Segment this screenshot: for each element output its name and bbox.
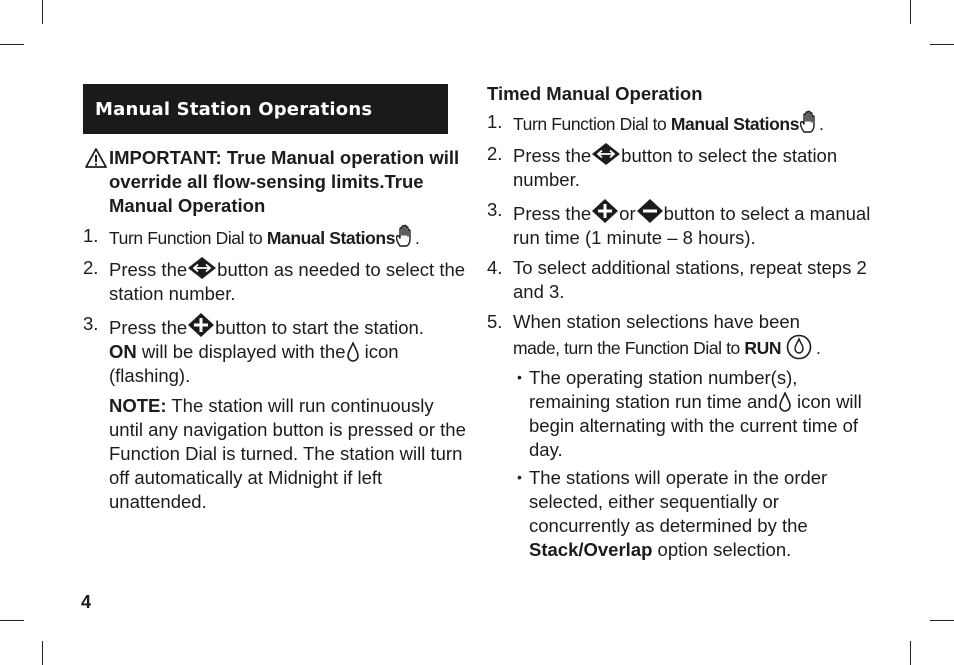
step-number: 2.	[487, 143, 503, 164]
important-text: IMPORTANT: True Manual operation will override all flow-sensing limits.True Manual Operation	[109, 147, 460, 216]
list-item	[83, 224, 468, 250]
warning-triangle-icon	[85, 148, 107, 168]
list-item	[487, 110, 882, 136]
stack-overlap-label: Stack/Overlap	[529, 539, 653, 560]
step-number: 5.	[487, 311, 503, 332]
step-number: 4.	[487, 257, 503, 278]
right-column	[487, 82, 882, 568]
step-number: 2.	[83, 257, 99, 278]
manual-stations-label: Manual Stations	[266, 228, 396, 248]
manual-stations-label: Manual Stations	[670, 114, 800, 134]
water-drop-icon	[778, 392, 792, 412]
hand-icon	[395, 224, 415, 248]
on-label: ON	[109, 341, 137, 362]
plus-button-icon	[187, 312, 215, 338]
hand-icon	[799, 110, 819, 134]
step-text: Press the button to select the station number.	[513, 145, 837, 190]
crop-mark	[910, 0, 911, 24]
water-drop-icon	[346, 342, 360, 362]
step-text: Turn Function Dial to Manual Stations .	[513, 114, 824, 134]
crop-mark	[930, 44, 954, 45]
step-text: To select additional stations, repeat steps 2 and 3.	[513, 257, 867, 302]
crop-mark	[910, 641, 911, 665]
list-item	[487, 310, 882, 562]
step-text: Press the button to start the station. ON will be displayed with the icon (flashing).	[109, 312, 468, 388]
important-notice	[83, 146, 468, 218]
left-column	[83, 146, 468, 520]
minus-button-icon	[636, 198, 664, 224]
step-number: 1.	[83, 225, 99, 246]
step-number: 3.	[487, 199, 503, 220]
list-item	[487, 256, 882, 304]
list-item	[487, 142, 882, 192]
crop-mark	[42, 0, 43, 24]
step-text: Press the button as needed to select the station number.	[109, 259, 465, 304]
note-text: NOTE: The station will run continuously until any navigation button is pressed or the Function Dial is turned. The station will turn off automatically at Midnight if left unattended.	[109, 395, 466, 512]
list-item	[487, 198, 882, 250]
step-text: When station selections have been made, turn the Function Dial to RUN .	[513, 311, 821, 358]
crop-mark	[0, 44, 24, 45]
list-item: • The stations will operate in the order selected, either sequentially or concurrently as determined by the Stack/Overlap option selection.	[517, 467, 828, 560]
timed-manual-heading: Timed Manual Operation	[487, 83, 703, 104]
left-right-arrow-button-icon	[187, 256, 217, 280]
step-text: Press the or button to select a manual run time (1 minute – 8 hours).	[513, 203, 870, 248]
run-drop-circle-icon	[786, 334, 812, 360]
page-number: 4	[81, 592, 92, 612]
manual-steps	[83, 224, 468, 514]
step-number: 1.	[487, 111, 503, 132]
step-text: Turn Function Dial to Manual Stations .	[109, 228, 420, 248]
list-item	[83, 256, 468, 306]
crop-mark	[930, 620, 954, 621]
section-title: Manual Station Operations	[83, 84, 448, 134]
run-bullets	[513, 366, 882, 562]
crop-mark	[0, 620, 24, 621]
plus-button-icon	[591, 198, 619, 224]
run-label: RUN	[744, 338, 782, 358]
step-number: 3.	[83, 313, 99, 334]
left-right-arrow-button-icon	[591, 142, 621, 166]
list-item: • The operating station number(s), remaining station run time and icon will begin alternating with the current time of day.	[517, 367, 862, 460]
crop-mark	[42, 641, 43, 665]
timed-steps	[487, 110, 882, 562]
list-item	[83, 312, 468, 514]
